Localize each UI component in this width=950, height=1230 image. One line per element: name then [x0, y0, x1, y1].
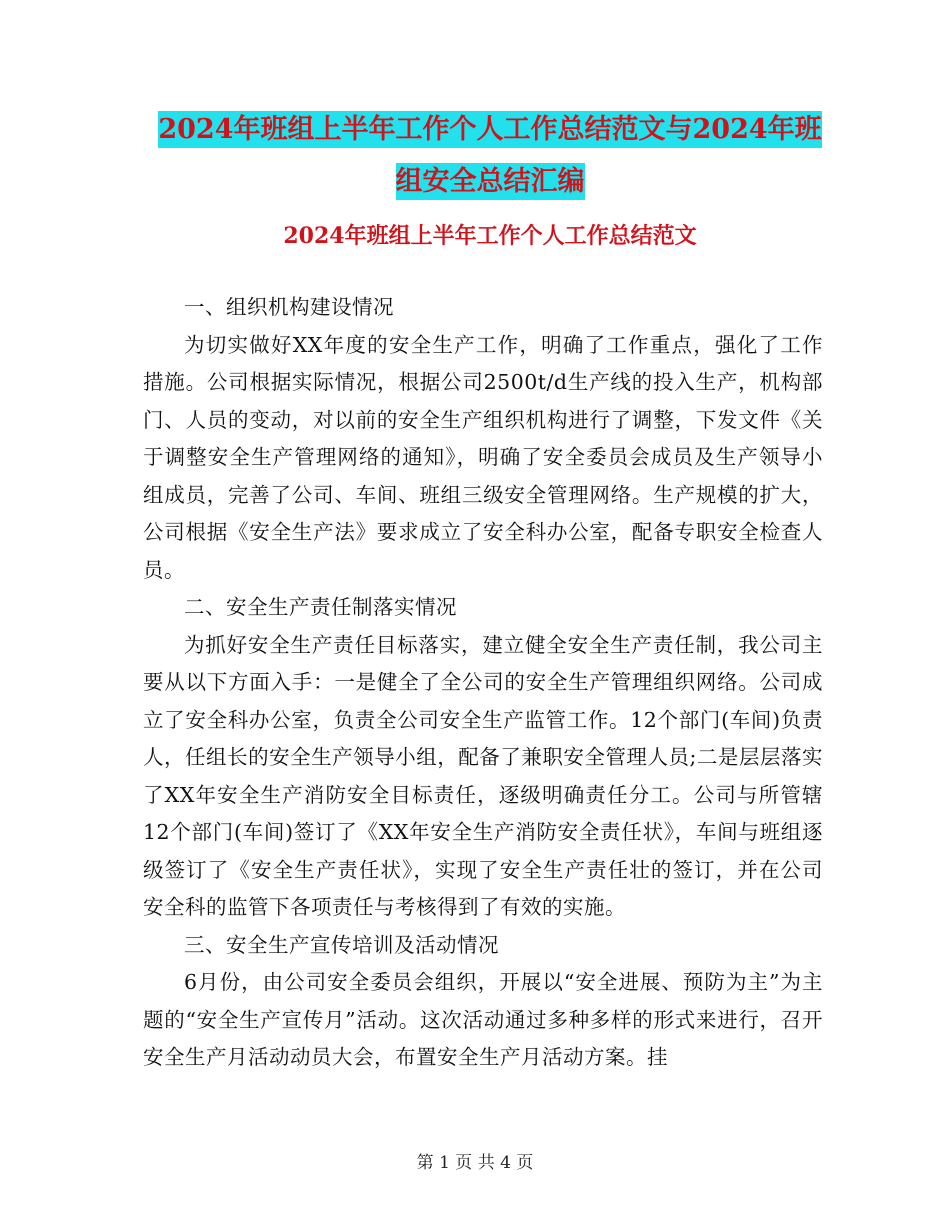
heading-responsibility: 二、安全生产责任制落实情况 [184, 595, 457, 619]
document-body [143, 289, 823, 1077]
paragraph-organization: 为切实做好XX年度的安全生产工作，明确了工作重点，强化了工作措施。公司根据实际情况，根据公司2500t/d生产线的投入生产，机构部门、人员的变动，对以前的安全生产组织机构进行了调整，下发文件《关于调整安全生产管理网络的通知》，明确了安全委员会成员及生产领导小组成员，完善了公司、车间、班组三级安全管理网络。生产规模的扩大，公司根据《安全生产法》要求成立了安全科办公室，配备专职安全检查人员。 [143, 332, 823, 582]
heading-organization: 一、组织机构建设情况 [184, 295, 394, 319]
heading-training: 三、安全生产宣传培训及活动情况 [184, 932, 499, 957]
document-title-line-2: 组安全总结汇编 [396, 163, 585, 200]
paragraph-training: 6月份，由公司安全委员会组织，开展以“安全进展、预防为主”为主题的“安全生产宣传月”活动。这次活动通过多种多样的形式来进行，召开安全生产月活动动员大会，布置安全生产月活动方案。挂 [143, 970, 823, 1069]
page-footer: 第 1 页 共 4 页 [416, 1153, 534, 1173]
document-title-line-1: 2024年班组上半年工作个人工作总结范文与2024年班 [158, 111, 821, 148]
section-title: 2024年班组上半年工作个人工作总结范文 [283, 223, 697, 249]
paragraph-responsibility: 为抓好安全生产责任目标落实，建立健全安全生产责任制，我公司主要从以下方面入手：一是健全了全公司的安全生产管理组织网络。公司成立了安全科办公室，负责全公司安全生产监管工作。12个部门(车间)负责人，任组长的安全生产领导小组，配备了兼职安全管理人员;二是层层落实了XX年安全生产消防安全目标责任，逐级明确责任分工。公司与所管辖12个部门(车间)签订了《XX年安全生产消防安全责任状》，车间与班组逐级签订了《安全生产责任状》，实现了安全生产责任壮的签订，并在公司安全科的监管下各项责任与考核得到了有效的实施。 [143, 632, 823, 919]
document-title [150, 104, 830, 208]
